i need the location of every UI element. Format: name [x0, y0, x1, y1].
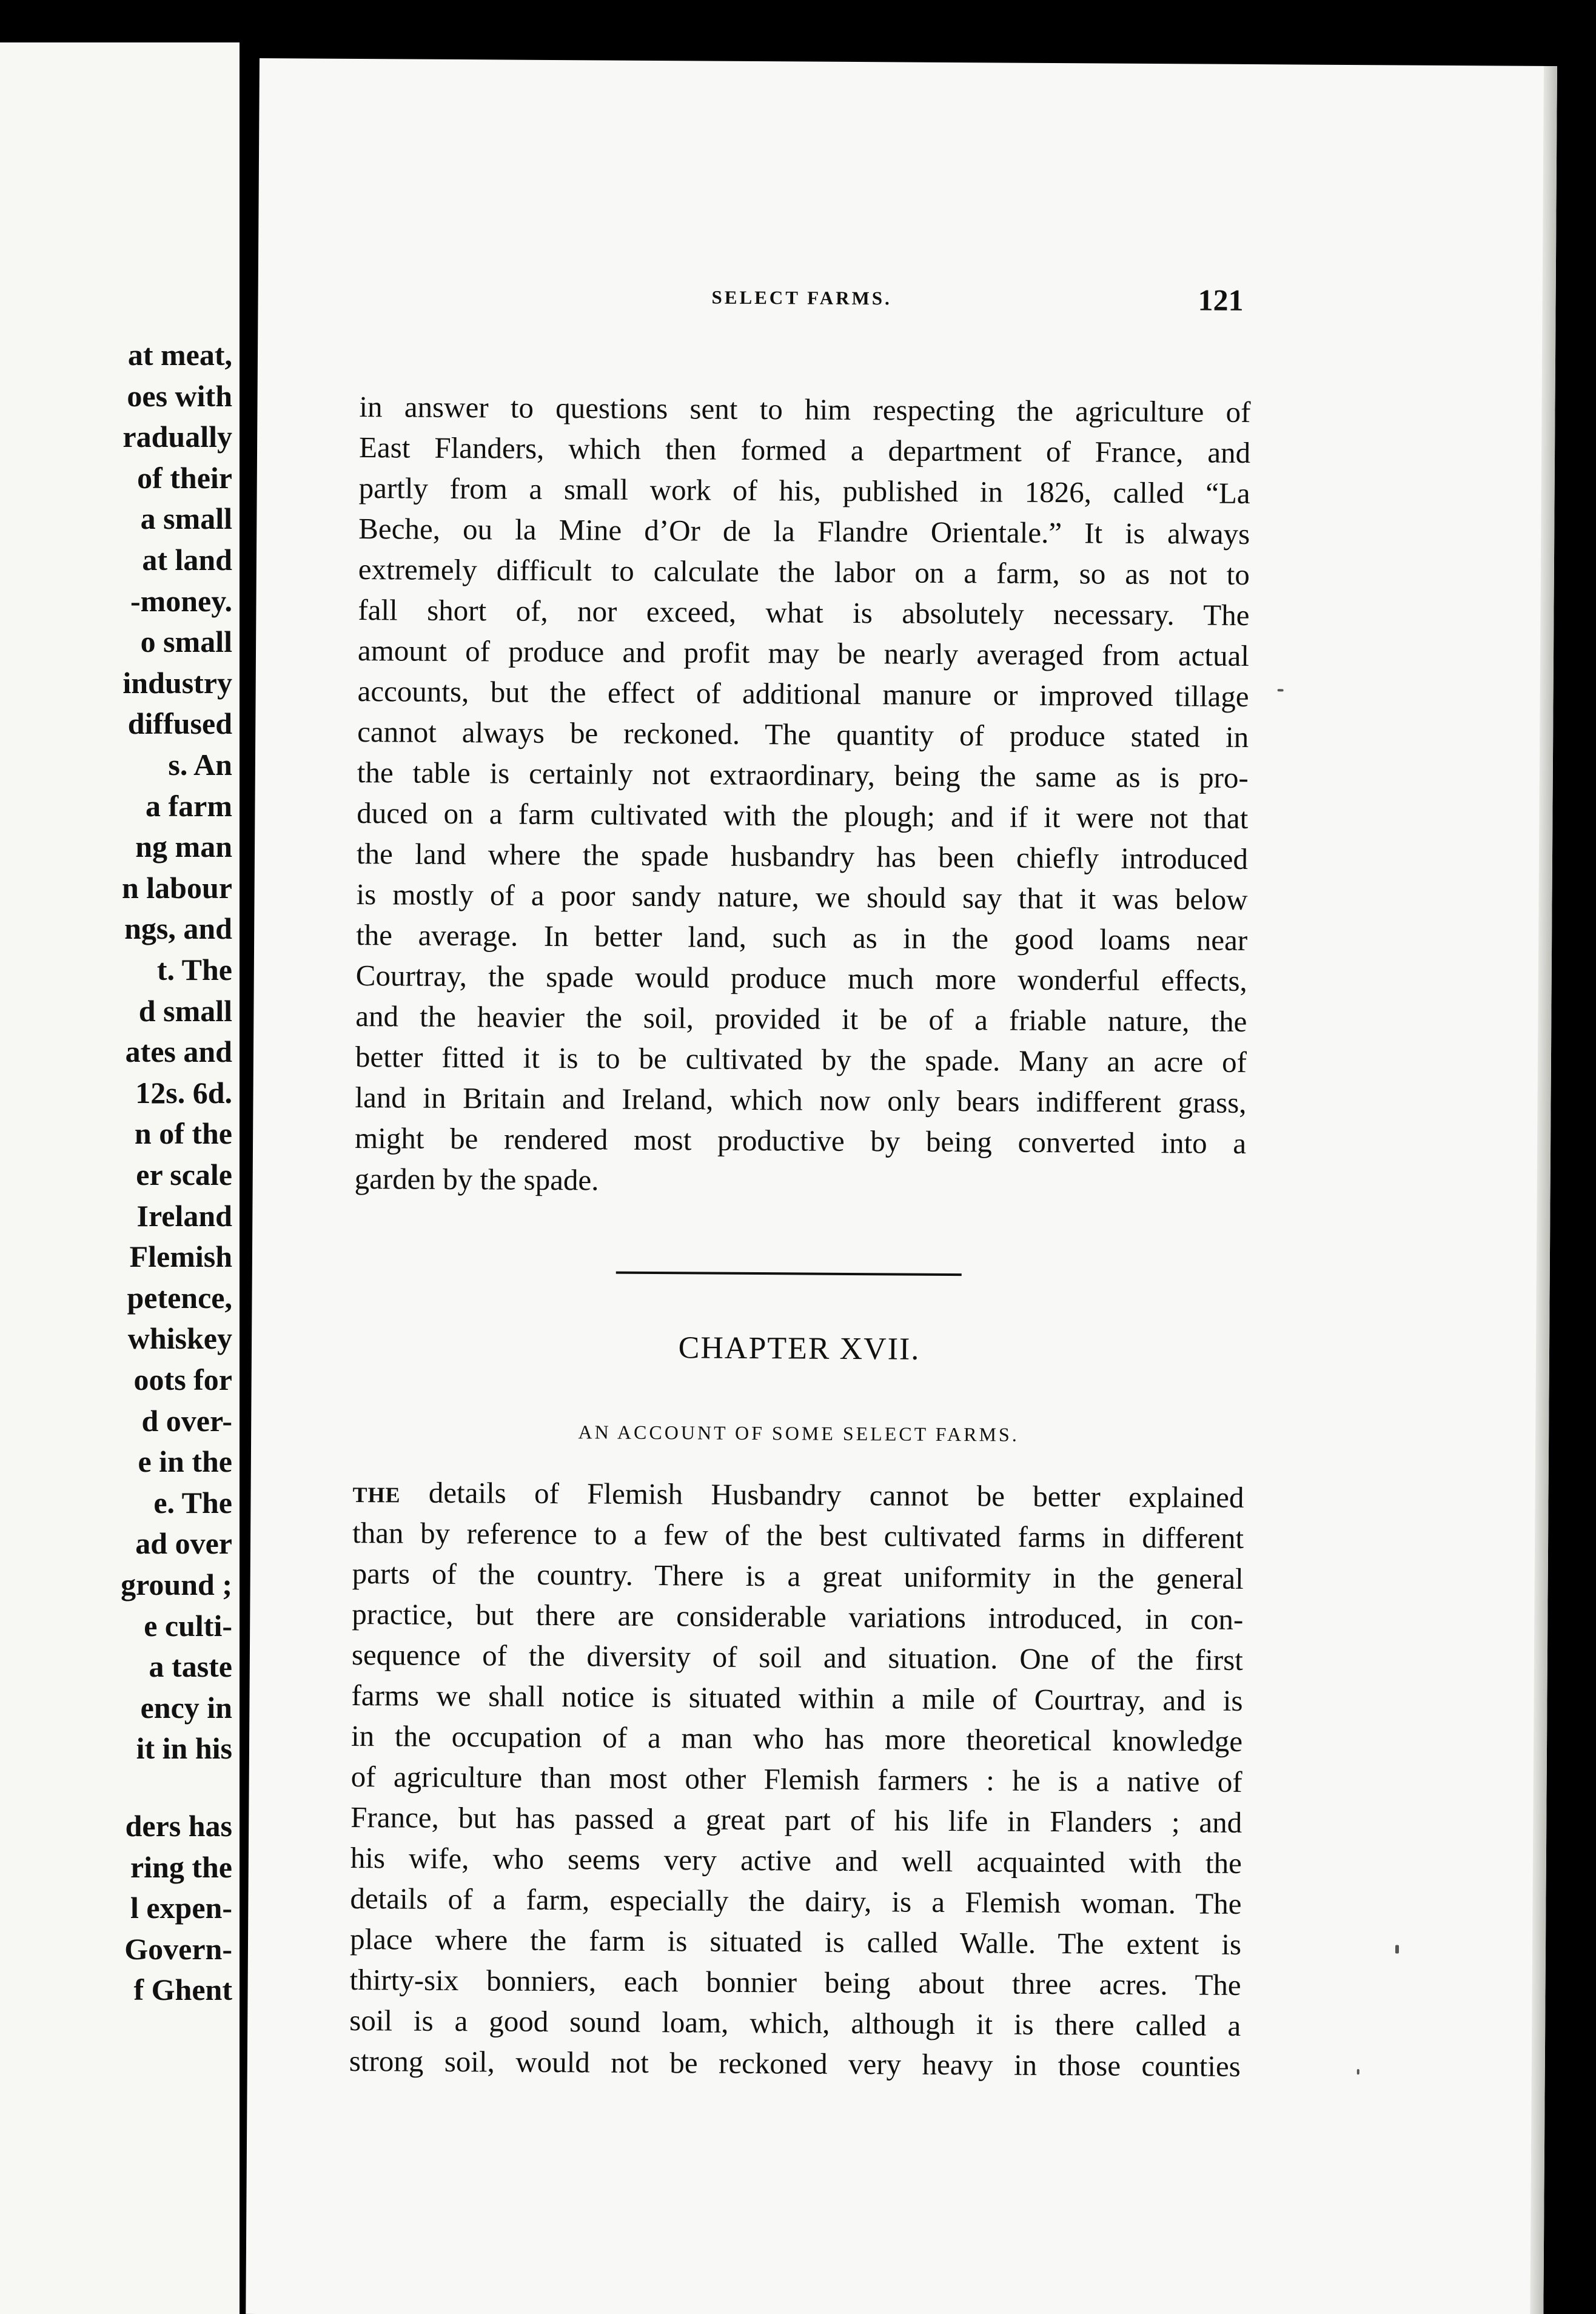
previous-page-line: oots for [133, 1363, 232, 1397]
previous-page-line: n labour [121, 870, 232, 905]
text-line: partly from a small work of his, published in 1826, called “La [358, 471, 1250, 510]
text-line: Beche, ou la Mine d’Or de la Flandre Orientale.” It is always [358, 512, 1250, 551]
previous-page-line: a small [140, 501, 232, 536]
previous-page-line: er scale [136, 1158, 232, 1192]
text-line: land in Britain and Ireland, which now only bears indifferent grass, [355, 1080, 1247, 1119]
text-line: the table is certainly not extraordinary, being the same as is pro- [357, 756, 1249, 794]
text-line: parts of the country. There is a great uniformity in the general [352, 1556, 1244, 1595]
text-line: the land where the spade husbandry has been chiefly introduced [356, 837, 1249, 876]
previous-page-line: d over- [141, 1403, 232, 1438]
text-line: than by reference to a few of the best cultivated farms in different [352, 1515, 1244, 1555]
text-line: might be rendered most productive by being converted into a [354, 1121, 1247, 1160]
previous-page-line: e. The [153, 1485, 232, 1520]
paper-speck [1395, 1945, 1399, 1953]
paper-speck [1278, 689, 1284, 691]
page-number: 121 [1198, 283, 1244, 317]
previous-page-line: a taste [149, 1649, 232, 1684]
previous-page-line: t. The [156, 953, 232, 987]
previous-page-line: Ireland [136, 1198, 232, 1233]
previous-page-line: e culti- [144, 1608, 232, 1643]
previous-page-line: n of the [134, 1116, 232, 1151]
text-line: extremely difficult to calculate the labor on a farm, so as not to [358, 552, 1250, 591]
previous-page-line: at land [142, 543, 232, 577]
text-line: East Flanders, which then formed a department of France, and [358, 431, 1251, 469]
text-line: duced on a farm cultivated with the plough; and if it were not that [357, 796, 1249, 835]
chapter-subtitle: AN ACCOUNT OF SOME SELECT FARMS. [578, 1421, 1019, 1446]
previous-page-line: diffused [127, 706, 232, 741]
text-line: France, but has passed a great part of his life in Flanders ; and [350, 1800, 1242, 1839]
previous-page-line: of their [137, 460, 232, 495]
previous-page-line: 12s. 6d. [135, 1075, 232, 1110]
previous-page-line: industry [122, 665, 232, 700]
text-line: thirty-six bonniers, each bonnier being about three acres. The [349, 1962, 1241, 2002]
text-line: details of a farm, especially the dairy, is a Flemish woman. The [350, 1881, 1242, 1920]
book-page [246, 58, 1557, 2314]
text-line: in answer to questions sent to him respecting the agriculture of [359, 390, 1251, 429]
chapter-opening-paragraph [349, 1472, 1244, 2087]
text-line: strong soil, would not be reckoned very heavy in those counties [349, 2044, 1241, 2083]
text-line: better fitted it is to be cultivated by the spade. Many an acre of [355, 1039, 1247, 1079]
previous-page-line: Flemish [129, 1239, 232, 1274]
previous-page-line: at meat, [127, 338, 232, 372]
previous-page-line: d small [138, 993, 232, 1028]
text-line: of agriculture than most other Flemish farmers : he is a native of [350, 1759, 1242, 1799]
text-line: sequence of the diversity of soil and situation. One of the first [351, 1637, 1244, 1677]
previous-page-line: it in his [136, 1731, 232, 1766]
previous-page-line: l expen- [130, 1891, 232, 1925]
previous-page-line: petence, [127, 1280, 232, 1315]
text-line: the average. In better land, such as in the good loams near [356, 917, 1248, 957]
text-line: is mostly of a poor sandy nature, we should say that it was below [356, 877, 1248, 916]
previous-page-line: ates and [125, 1035, 232, 1069]
previous-page-line: Govern- [124, 1931, 232, 1966]
previous-page-line: f Ghent [133, 1973, 232, 2007]
previous-page-line: ngs, and [124, 911, 232, 946]
paper-speck [1357, 2069, 1360, 2074]
text-line: place where the farm is situated is called Walle. The extent is [349, 1922, 1242, 1961]
previous-page-line: ency in [140, 1690, 232, 1725]
previous-page-line: ground ; [121, 1568, 232, 1601]
paragraph-continued [355, 386, 1251, 1204]
text-line: farms we shall notice is situated within a mile of Courtray, and is [351, 1678, 1243, 1717]
previous-page-line: ad over [135, 1526, 232, 1561]
previous-page-line: s. An [168, 748, 232, 782]
previous-page-line: e in the [138, 1444, 232, 1479]
previous-page-line: radually [122, 420, 232, 454]
opening-word: THE [352, 1482, 401, 1507]
opening-line-text: details of Flemish Husbandry cannot be better explained [400, 1475, 1244, 1514]
previous-page-line: ders has [125, 1809, 232, 1843]
previous-page-line: ng man [135, 830, 232, 864]
text-line: fall short of, nor exceed, what is absolutely necessary. The [358, 593, 1250, 632]
text-line: cannot always be reckoned. The quantity of produce stated in [357, 715, 1249, 754]
chapter-divider-rule [616, 1272, 962, 1276]
text-line: amount of produce and profit may be nearly averaged from actual [357, 634, 1250, 672]
previous-page-line: -money. [130, 583, 232, 618]
page-edge [1530, 66, 1557, 2314]
text-line: practice, but there are considerable variations introduced, in con- [352, 1597, 1244, 1636]
text-line [352, 1472, 1244, 1518]
text-line: and the heavier the soil, provided it be of a friable nature, the [355, 999, 1247, 1038]
chapter-title: CHAPTER XVII. [678, 1330, 920, 1367]
previous-page-line: ring the [130, 1850, 232, 1884]
text-line: accounts, but the effect of additional manure or improved tillage [357, 674, 1249, 713]
text-line: garden by the spade. [354, 1161, 599, 1197]
text-line: his wife, who seems very active and well acquainted with the [350, 1840, 1242, 1880]
text-line: in the occupation of a man who has more theoretical knowledge [350, 1719, 1243, 1758]
running-head: SELECT FARMS. [711, 286, 892, 309]
previous-page-line: whiskey [127, 1321, 232, 1356]
previous-page-fragment [0, 42, 240, 2314]
text-line: Courtray, the spade would produce much more wonderful effects, [355, 958, 1247, 998]
text-line: soil is a good sound loam, which, although it is there called a [349, 2003, 1241, 2042]
previous-page-line: a farm [146, 788, 232, 823]
previous-page-line: oes with [127, 378, 232, 413]
previous-page-line: o small [140, 625, 232, 659]
